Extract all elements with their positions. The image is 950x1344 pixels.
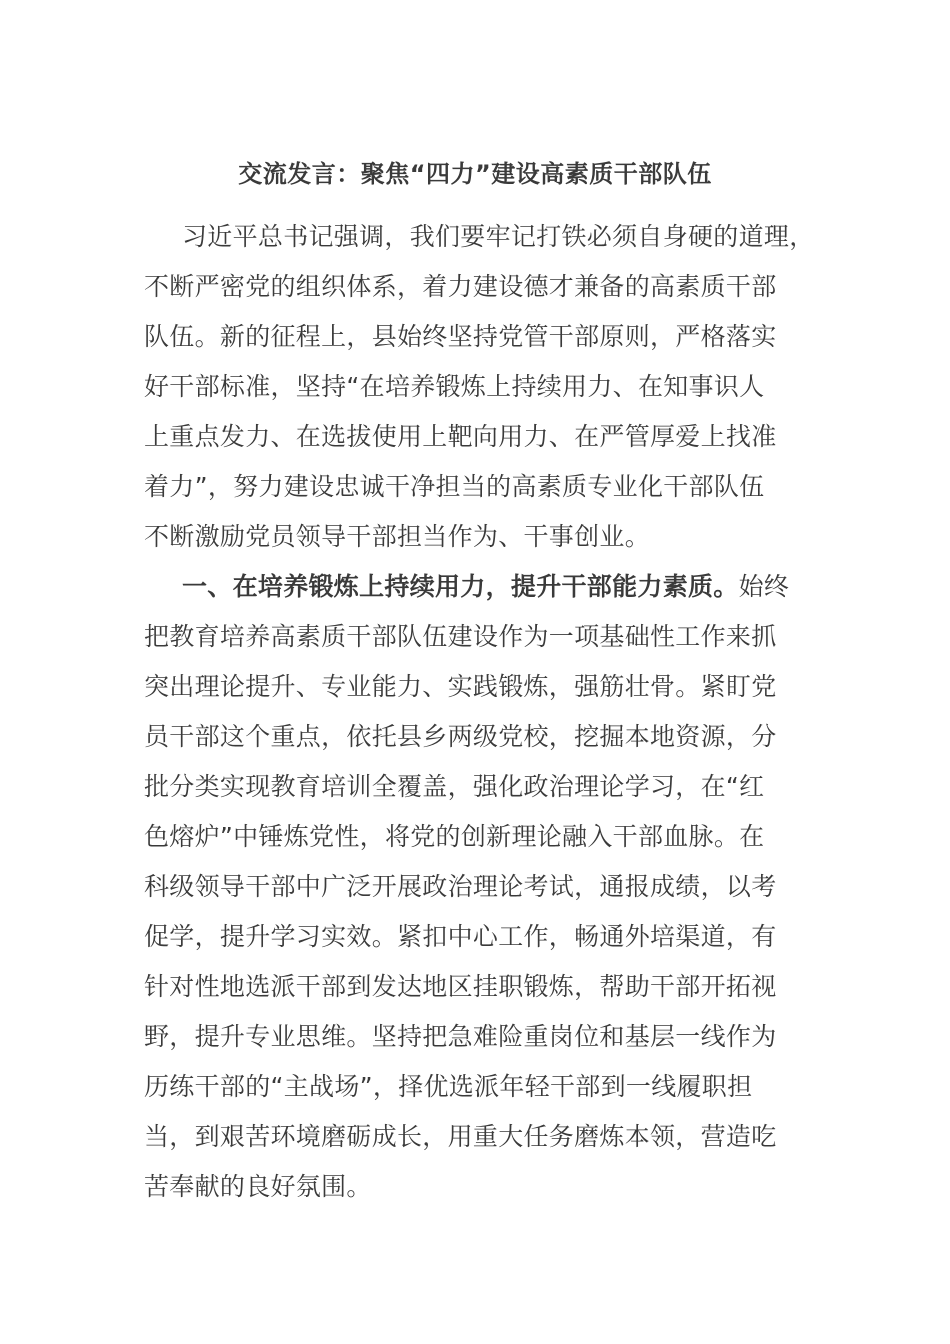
paragraph-2-text: 始终 — [738, 572, 790, 601]
paragraph-1-line: 着力”，努力建设忠诚干净担当的高素质专业化干部队伍 — [144, 472, 765, 501]
paragraph-1-line: 不断激励党员领导干部担当作为、干事创业。 — [144, 522, 651, 551]
paragraph-1-line: 好干部标准，坚持“在培养锻炼上持续用力、在知事识人 — [144, 372, 765, 401]
paragraph-2-first-line — [144, 562, 834, 612]
document-title: 交流发言：聚焦“四力”建设高素质干部队伍 — [238, 160, 712, 188]
paragraph-2-line: 当，到艰苦环境磨砺成长，用重大任务磨炼本领，营造吃 — [144, 1122, 777, 1151]
paragraph-2-line: 针对性地选派干部到发达地区挂职锻炼，帮助干部开拓视 — [144, 972, 777, 1001]
paragraph-1-line: 习近平总书记强调，我们要牢记打铁必须自身硬的道理， — [182, 222, 815, 251]
section-heading: 一、在培养锻炼上持续用力，提升干部能力素质。 — [182, 572, 739, 601]
paragraph-2-line: 苦奉献的良好氛围。 — [144, 1172, 372, 1201]
paragraph-2-line: 野，提升专业思维。坚持把急难险重岗位和基层一线作为 — [144, 1022, 777, 1051]
paragraph-1-line: 不断严密党的组织体系，着力建设德才兼备的高素质干部 — [144, 272, 777, 301]
paragraph-2-line: 科级领导干部中广泛开展政治理论考试，通报成绩，以考 — [144, 872, 777, 901]
paragraph-2-line: 把教育培养高素质干部队伍建设作为一项基础性工作来抓 — [144, 622, 777, 651]
paragraph-1-line: 队伍。新的征程上，县始终坚持党管干部原则，严格落实 — [144, 322, 777, 351]
paragraph-2-line: 突出理论提升、专业能力、实践锻炼，强筋壮骨。紧盯党 — [144, 672, 777, 701]
paragraph-2-line: 批分类实现教育培训全覆盖，强化政治理论学习，在“红 — [144, 772, 765, 801]
paragraph-2-line: 色熔炉”中锤炼党性，将党的创新理论融入干部血脉。在 — [144, 822, 765, 851]
paragraph-2-line: 促学，提升学习实效。紧扣中心工作，畅通外培渠道，有 — [144, 922, 777, 951]
paragraph-2-line: 历练干部的“主战场”，择优选派年轻干部到一线履职担 — [144, 1072, 753, 1101]
document-body — [144, 212, 834, 1212]
paragraph-2-line: 员干部这个重点，依托县乡两级党校，挖掘本地资源，分 — [144, 722, 777, 751]
paragraph-1-line: 上重点发力、在选拔使用上靶向用力、在严管厚爱上找准 — [144, 422, 777, 451]
